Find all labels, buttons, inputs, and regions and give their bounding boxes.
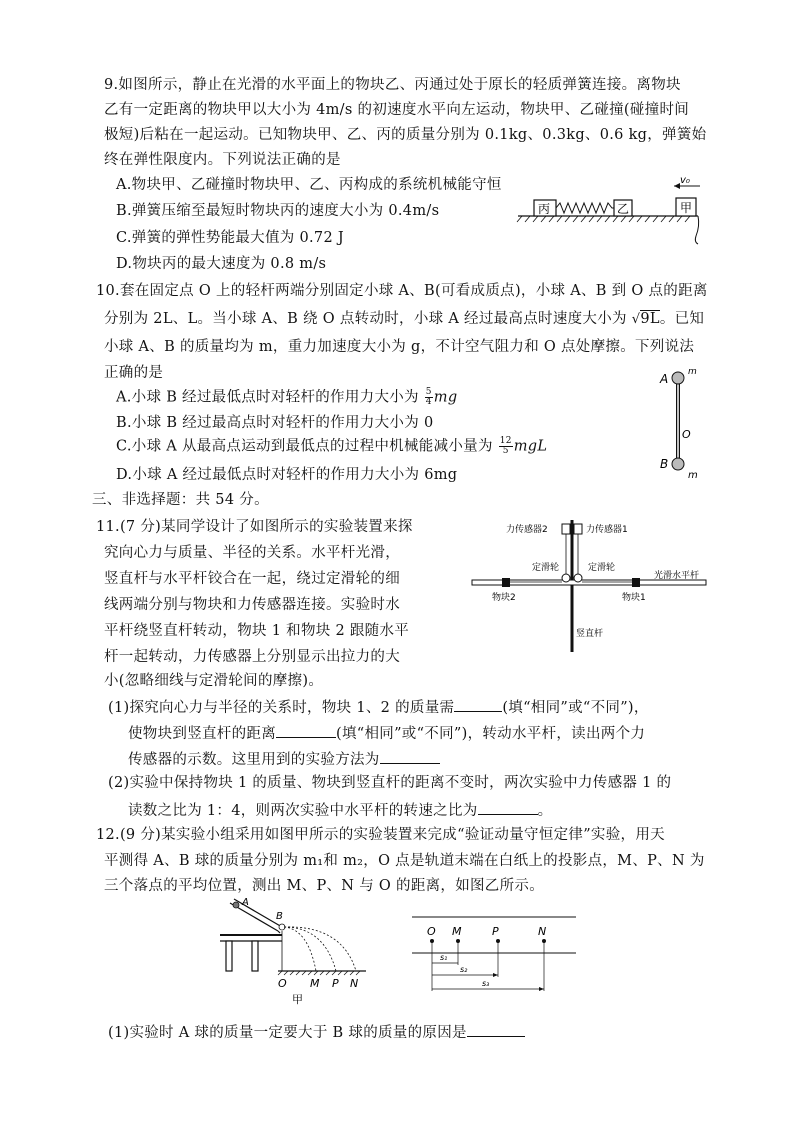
q12-jia-label-m: M (310, 977, 320, 990)
answer-blank[interactable] (478, 800, 538, 815)
q11-part-1-text-e: 传感器的示数。这里用到的实验方法为 (128, 752, 380, 768)
q12-figure-jia-caption: 甲 (292, 993, 303, 1006)
q11-block-1 (632, 578, 640, 587)
q9-option-a: A.物块甲、乙碰撞时物块甲、乙、丙构成的系统机械能守恒 (116, 177, 502, 193)
q11-sensor-2-label: 力传感器2 (506, 525, 548, 535)
q10-sqrt-value: 9L (640, 311, 660, 327)
q12-yi-label-o: O (427, 925, 436, 938)
q11-part-1-line-3 (128, 749, 440, 769)
q10-option-a-unit: mg (433, 389, 458, 406)
q9-block-yi-label: 乙 (617, 202, 630, 216)
q11-part-1-text-d: (填“相同”或“不同”)，转动水平杆，读出两个力 (336, 726, 646, 742)
q11-line-4: 线两端分别与物块和力传感器连接。实验时水 (104, 597, 400, 613)
q10-label-mb: m (688, 470, 698, 481)
q10-label-a: A (660, 372, 669, 386)
q11-block-1-label: 物块1 (622, 593, 646, 603)
q11-part-2-line-2 (128, 800, 552, 820)
q12-line-2: 平测得 A、B 球的质量分别为 m₁和 m₂，O 点是轨道末端在白纸上的投影点，M、P、N 为 (104, 853, 705, 869)
q10-label-o: O (682, 428, 691, 441)
q11-part-1-text-c: 使物块到竖直杆的距离 (128, 726, 276, 742)
section-3-heading: 三、非选择题：共 54 分。 (92, 492, 269, 508)
q12-jia-label-p: P (332, 977, 339, 990)
q10-option-c (116, 437, 547, 456)
q11-pulley-left-label: 定滑轮 (532, 563, 560, 573)
q9-block-jia-label: 甲 (680, 201, 693, 215)
q11-horizontal-rod-label: 光滑水平杆 (654, 571, 700, 581)
q12-ball-a (233, 902, 239, 908)
fraction-denominator: 4 (425, 397, 432, 407)
sqrt-symbol-icon: √ (631, 312, 641, 327)
q9-line-1: 9.如图所示，静止在光滑的水平面上的物块乙、丙通过处于原长的轻质弹簧连接。离物块 (104, 77, 681, 93)
q9-option-c: C.弹簧的弹性势能最大值为 0.72 J (116, 230, 345, 246)
q11-pulley-right-label: 定滑轮 (588, 563, 616, 573)
q10-option-a (116, 388, 457, 407)
q11-part-2-text-b: 读数之比为 1：4，则两次实验中水平杆的转速之比为 (128, 803, 478, 819)
q12-part-1 (108, 1022, 525, 1042)
q11-line-5: 平杆绕竖直杆转动，物块 1 和物块 2 跟随水平 (104, 623, 410, 639)
q11-line-1: 11.(7 分)某同学设计了如图所示的实验装置来探 (96, 519, 413, 535)
q11-line-2: 究向心力与质量、半径的关系。水平杆光滑， (104, 545, 400, 561)
q11-block-2-label: 物块2 (492, 593, 516, 603)
q11-apparatus-figure (466, 516, 716, 656)
answer-blank[interactable] (454, 697, 502, 712)
q11-part-2-text-c: 。 (537, 803, 553, 819)
q12-yi-label-p: P (492, 925, 499, 938)
q9-velocity-label: v₀ (680, 176, 690, 186)
q10-rod-figure (648, 366, 708, 486)
q9-line-2: 乙有一定距离的物块甲以大小为 4m/s 的初速度水平向左运动，物块甲、乙碰撞(碰撞时间 (104, 102, 690, 118)
q11-part-2-line-1: (2)实验中保持物块 1 的质量、物块到竖直杆的距离不变时，两次实验中力传感器 1 的 (108, 775, 672, 791)
q11-vertical-rod-label: 竖直杆 (576, 629, 604, 639)
q9-line-4: 终在弹性限度内。下列说法正确的是 (104, 152, 341, 168)
q11-part-1-line-2 (128, 723, 645, 743)
q12-line-3: 三个落点的平均位置，测出 M、P、N 与 O 的距离，如图乙所示。 (104, 878, 545, 894)
q12-figure-jia (216, 897, 376, 1009)
q10-option-a-text: A.小球 B 经过最低点时对轻杆的作用力大小为 (116, 389, 424, 406)
q9-option-b: B.弹簧压缩至最短时物块丙的速度大小为 0.4m/s (116, 203, 440, 219)
answer-blank[interactable] (380, 749, 440, 764)
q11-block-2 (502, 578, 510, 587)
q10-line-2-end: 。已知 (659, 311, 705, 327)
q10-line-3: 小球 A、B 的质量均为 m，重力加速度大小为 g，不计空气阻力和 O 点处摩擦。下列说法 (104, 339, 695, 355)
q10-line-1: 10.套在固定点 O 上的轻杆两端分别固定小球 A、B(可看成质点)，小球 A、B 到 O 点的距离 (96, 283, 708, 299)
q9-line-3: 极短)后粘在一起运动。已知物块甲、乙、丙的质量分别为 0.1kg、0.3kg、0.6 kg，弹簧始 (104, 127, 707, 143)
q11-sensor-1 (574, 524, 582, 534)
q10-option-c-unit: mgL (513, 438, 548, 455)
q11-sensor-2 (562, 524, 570, 534)
answer-blank[interactable] (276, 723, 336, 738)
q12-figure-yi (406, 907, 586, 1007)
q12-label-b: B (276, 911, 283, 922)
q11-part-1-text-b: (填“相同”或“不同”)， (502, 700, 649, 716)
q10-option-d: D.小球 A 经过最低点时对轻杆的作用力大小为 6mg (116, 467, 458, 483)
q11-line-7: 小(忽略细线与定滑轮间的摩擦)。 (104, 673, 324, 689)
q12-yi-label-n: N (538, 925, 547, 938)
q10-option-c-text: C.小球 A 从最高点运动到最低点的过程中机械能减小量为 (116, 438, 498, 455)
fraction-numerator: 12 (499, 436, 512, 446)
q12-label-a: A (242, 897, 249, 908)
q12-yi-label-s3: s₃ (482, 979, 490, 988)
q11-pulley-right (574, 574, 582, 582)
q9-option-d: D.物块丙的最大速度为 0.8 m/s (116, 256, 327, 272)
q10-ball-a (672, 372, 684, 384)
q11-part-1-line-1 (108, 697, 649, 717)
fraction-denominator: 5 (502, 446, 509, 456)
q12-jia-label-o: O (278, 977, 287, 990)
q10-option-a-fraction (425, 388, 433, 407)
q11-line-3: 竖直杆与水平杆铰合在一起，绕过定滑轮的细 (104, 571, 400, 587)
q11-pulley-left (562, 574, 570, 582)
q9-spring (556, 203, 614, 213)
q10-ball-b (672, 458, 684, 470)
q10-line-4: 正确的是 (104, 365, 164, 381)
q10-line-2-text: 分别为 2L、L。当小球 A、B 绕 O 点转动时，小球 A 经过最高点时速度大小为 (104, 311, 632, 327)
q12-part-1-text: (1)实验时 A 球的质量一定要大于 B 球的质量的原因是 (108, 1025, 467, 1041)
q12-line-1: 12.(9 分)某实验小组采用如图甲所示的实验装置来完成“验证动量守恒定律”实验，用天 (96, 827, 665, 843)
q12-yi-label-s1: s₁ (440, 953, 448, 962)
q9-block-bing-label: 丙 (538, 202, 551, 216)
q10-line-2 (104, 310, 704, 329)
q10-label-b: B (660, 457, 669, 471)
q10-option-b: B.小球 B 经过最高点时对轻杆的作用力大小为 0 (116, 415, 434, 431)
q10-option-c-fraction (499, 437, 513, 456)
answer-blank[interactable] (467, 1022, 525, 1037)
q11-line-6: 杆一起转动，力传感器上分别显示出拉力的大 (104, 649, 400, 665)
q11-sensor-1-label: 力传感器1 (586, 525, 628, 535)
q9-spring-blocks-figure (514, 176, 714, 246)
q10-label-ma: m (688, 367, 697, 377)
q12-yi-label-m: M (452, 925, 462, 938)
q11-part-1-text-a: (1)探究向心力与半径的关系时，物块 1、2 的质量需 (108, 700, 455, 716)
q12-yi-label-s2: s₂ (460, 965, 468, 974)
q12-jia-label-n: N (350, 977, 359, 990)
fraction-numerator: 5 (425, 387, 432, 397)
